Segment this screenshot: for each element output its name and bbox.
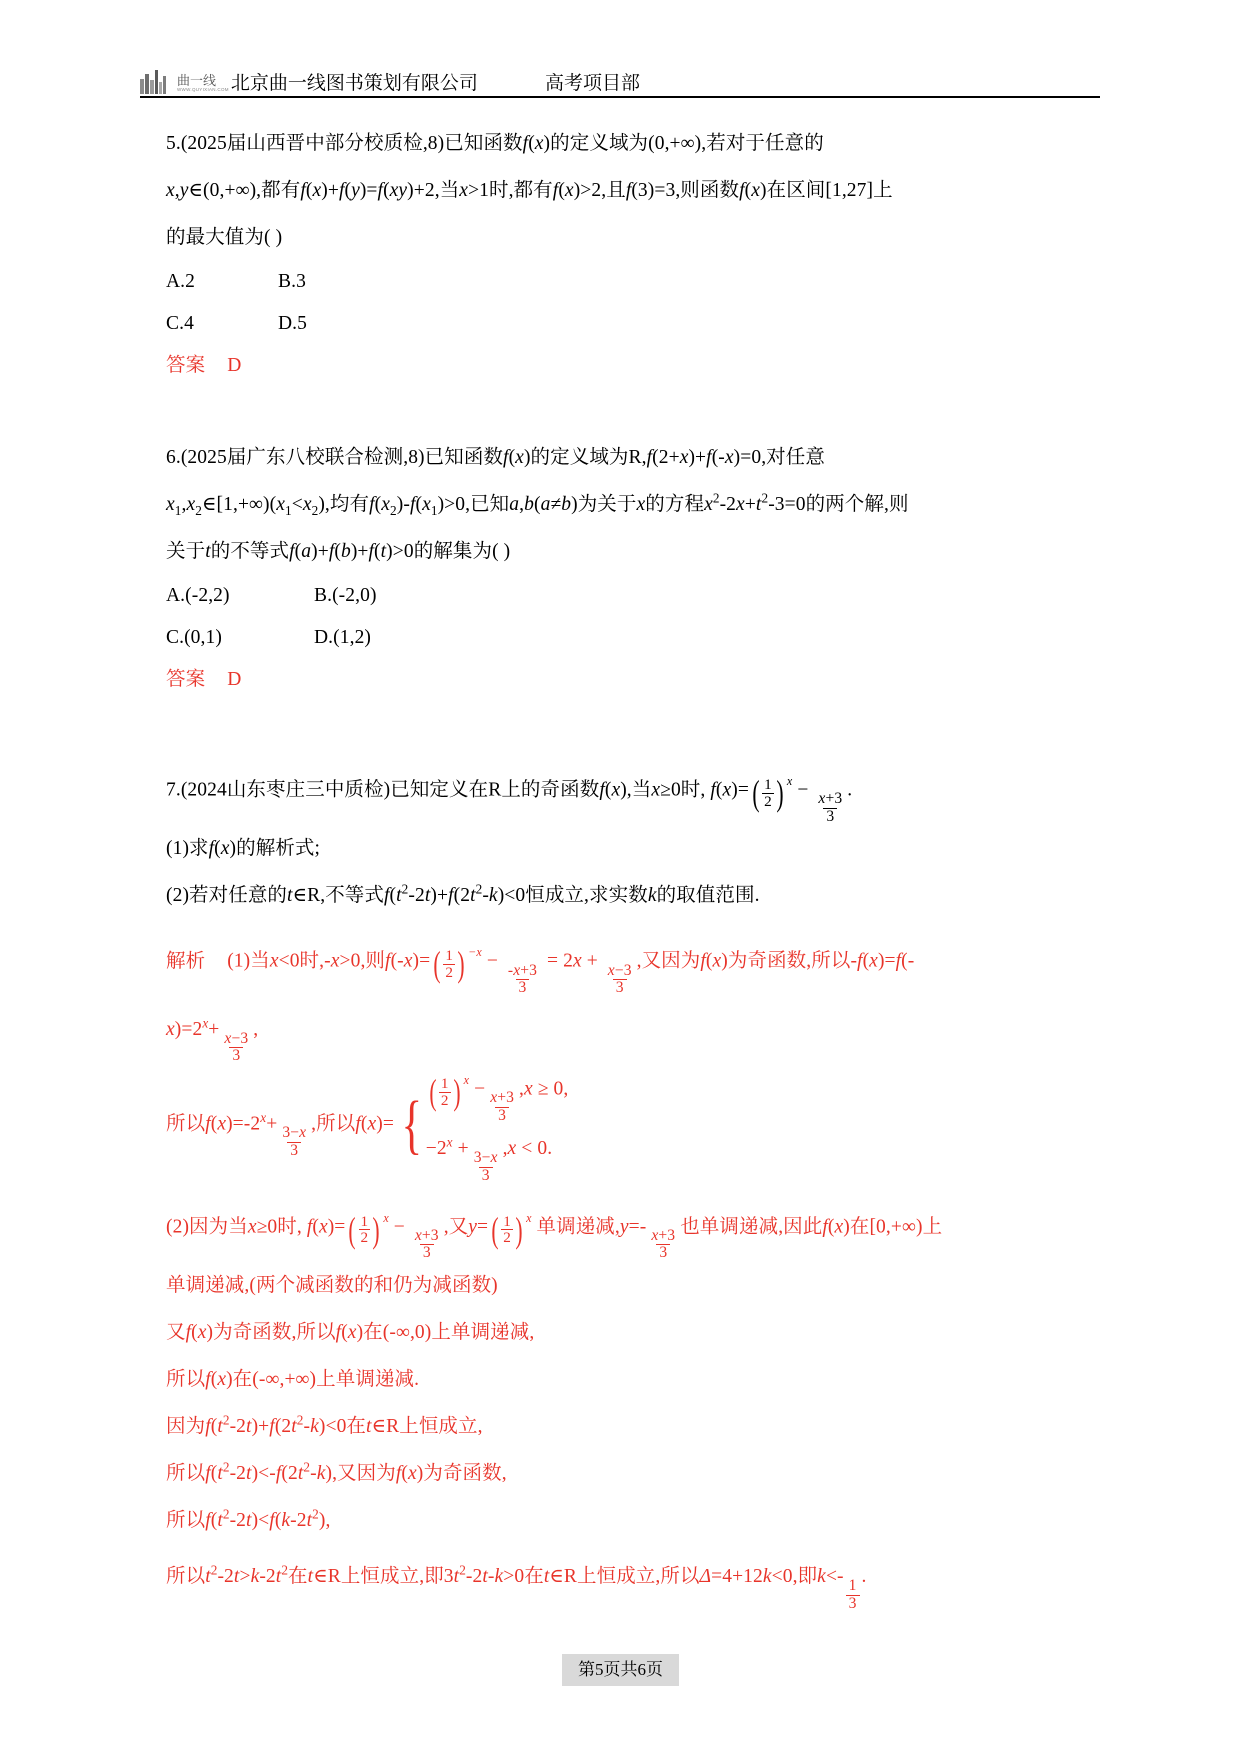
question-6-option-a[interactable]: A.(-2,2): [166, 585, 230, 606]
page-content: [166, 120, 1086, 1612]
solution-inequality-line-1: 因为$f(t^2-2t)+f(2t^2-k)<0$在t∈R上恒成立,: [166, 1412, 483, 1437]
question-6-option-c[interactable]: C.(0,1): [166, 627, 222, 648]
logo-wordmark: [177, 75, 229, 93]
question-5-option-a[interactable]: A.2: [166, 271, 196, 292]
question-6-source: (2025届广东八校联合检测,8): [180, 447, 425, 468]
question-5-stem-tail: 的最大值为( ): [166, 227, 283, 248]
solution-part-2-line-2: [166, 1262, 1086, 1309]
publisher-logo: [140, 70, 231, 94]
solution-part-1-line-2: $x)=2^x+$ $\frac{x-3}{3}$ ,: [166, 1015, 259, 1065]
header-department: 高考项目部: [545, 73, 641, 94]
piecewise-case-2: $-2^x$ + $\frac{3-x}{3}$ ,x < 0.: [425, 1134, 553, 1184]
piecewise-case-1: ( $\frac{1}{2}$ ) $^x$ − $\frac{x+3}{3}$ ,x ≥ 0,: [429, 1071, 569, 1124]
question-6-stem-line-1: 6.(2025届广东八校联合检测,8)已知函数f(x)的定义域为R,f(2+x)+f(-x)=0,对任意: [166, 447, 825, 468]
question-6-stem-line-3: 关于t的不等式f(a)+f(b)+f(t)>0的解集为( ): [166, 541, 511, 562]
question-5-option-d[interactable]: D.5: [278, 313, 308, 334]
solution-odd-line-1: 又f(x)为奇函数,所以f(x)在(-∞,0)上单调递减,: [166, 1321, 535, 1343]
solution-piecewise-line: 所以$f(x)=-2^x+$ $\frac{3-x}{3}$ ,所以f(x)= { ( $\frac{1}{2}$ ) $^x$ − $\frac{x+3}{3}$ ,x ≥ 0, $-2^x$ + $\frac{3-x}{3}$ ,x < 0.: [166, 1065, 1086, 1185]
question-5-answer-label: 答案: [166, 355, 206, 376]
question-5-number: 5.: [166, 133, 181, 154]
page-footer: [0, 1654, 1241, 1686]
question-5-answer-value: D: [227, 355, 242, 376]
question-7-sub-2: (2)若对任意的t∈R,不等式$f(t^2-2t)+f(2t^2-k)<0$恒成立,求实数k的取值范围.: [166, 881, 760, 907]
question-7-sub-1: (1)求f(x)的解析式;: [166, 838, 321, 860]
question-5-option-c[interactable]: C.4: [166, 313, 194, 334]
question-5-stem-line-1: 5.(2025届山西晋中部分校质检,8)已知函数f(x)的定义域为(0,+∞),若对于任意的: [166, 133, 824, 154]
question-6-option-d[interactable]: D.(1,2): [314, 627, 372, 648]
question-6-options-row-1: [166, 575, 1086, 617]
question-6-stem-line-2: $x_1,x_2\in[1,+\infty)(x_1<x_2)$,均有$f(x_2)-f(x_1)>0$,已知a,b(a≠b)为关于x的方程$x^2-2x+t^2-3=0$的两个解,则: [166, 490, 909, 518]
building-logo-icon: [140, 70, 174, 94]
solution-final-line: 所以$t^2-2t>k-2t^2$在t∈R上恒成立,即$3t^2-2t-k>0$在t∈R上恒成立,所以Δ=4+12k<0,即k<- $\frac{1}{3}$ .: [166, 1562, 867, 1612]
logo-wordmark-cn: 曲一线: [177, 73, 217, 88]
piecewise-block: [396, 1065, 568, 1185]
question-6-number: 6.: [166, 447, 181, 468]
final-fraction-numerator: 1: [848, 1577, 857, 1595]
solution-part-2-line-1: (2)因为当x≥0时, f(x)= ( $\frac{1}{2}$ ) $^x$ − $\frac{x+3}{3}$ ,又y= ( $\frac{1}{2}$ ) $^x$ 单调递减,y=- $\frac{x+3}{3}$ 也单调递减,因此f(x)在[0,+∞)上: [166, 1209, 943, 1262]
question-5-options-row-2: [166, 303, 1086, 345]
question-6-answer-value: D: [227, 669, 242, 690]
piecewise-brace-icon: {: [401, 1087, 423, 1161]
question-6-answer-label: 答案: [166, 669, 206, 690]
page-number-label: 第5页共6页: [562, 1654, 679, 1686]
question-6-options-row-2: [166, 617, 1086, 659]
question-6-answer-row: [166, 659, 1086, 701]
question-7-source: (2024山东枣庄三中质检): [180, 779, 391, 801]
solution-part-1-line-1: 解析 (1)当x<0时,-x>0,则f(-x)= ( $\frac{1}{2}$ ) $^{-x}$ − $\frac{-x+3}{3}$ = 2x + $\frac{x-3}{3}$ ,又因为f(x)为奇函数,所以-f(x)=f(-: [166, 944, 915, 997]
logo-wordmark-en: WWW.QUYIXIAN.COM: [177, 87, 229, 92]
question-5-stem-line-2: x,y∈(0,+∞),都有f(x)+f(y)=f(xy)+2,当x>1时,都有f(x)>2,且f(3)=3,则函数f(x)在区间[1,27]上: [166, 180, 893, 201]
question-5-answer-row: [166, 345, 1086, 387]
solution-monotonic-note: 单调递减,(两个减函数的和仍为减函数): [166, 1274, 498, 1296]
question-7-stem: 7.(2024山东枣庄三中质检)已知定义在R上的奇函数f(x),当x≥0时, f(x)= ( $\frac{1}{2}$ ) $^x$ − $\frac{x+3}{3}$ .: [166, 773, 853, 825]
spacer-after-question-6: [166, 701, 1086, 748]
header-company-name: 北京曲一线图书策划有限公司: [230, 73, 478, 94]
question-5-source: (2025届山西晋中部分校质检,8): [180, 133, 445, 154]
solution-odd-line-2: 所以f(x)在(-∞,+∞)上单调递减.: [166, 1368, 420, 1390]
question-5-stem-line-3: [166, 214, 1086, 261]
solution-inequality-line-3: 所以$f(t^2-2t)<f(k-2t^2)$,: [166, 1506, 331, 1531]
question-5-option-b[interactable]: B.3: [278, 271, 306, 292]
question-7-number: 7.: [166, 779, 181, 801]
question-6-option-b[interactable]: B.(-2,0): [314, 585, 377, 606]
question-5-options-row-1: [166, 261, 1086, 303]
final-fraction-denominator: 3: [846, 1595, 860, 1613]
solution-label: 解析: [166, 950, 206, 972]
solution-inequality-line-2: 所以$f(t^2-2t)<-f(2t^2-k)$,又因为f(x)为奇函数,: [166, 1459, 507, 1484]
spacer-after-question-5: [166, 387, 1086, 434]
page-header: [140, 52, 1100, 98]
